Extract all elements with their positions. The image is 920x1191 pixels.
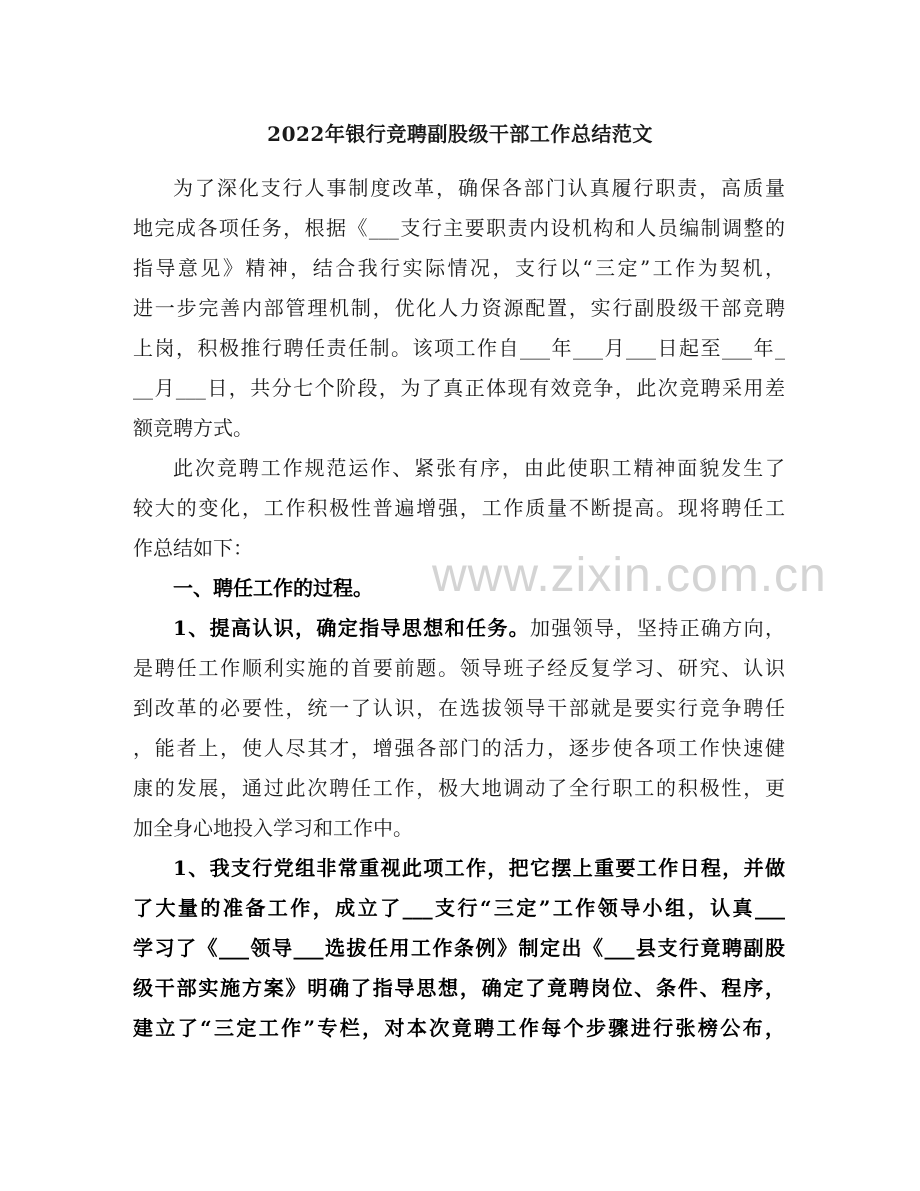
- document-title: 2022年银行竞聘副股级干部工作总结范文: [267, 122, 653, 146]
- text-line: [133, 448, 785, 488]
- text-run: 康的发展，通过此次聘任工作，极大地调动了全行职工的积极性，更: [133, 776, 785, 800]
- text-line: [133, 368, 785, 408]
- text-line: [133, 408, 785, 448]
- bold-text: 建立了“三定工作”专栏，对本次竟聘工作每个步骤进行张榜公布，: [133, 1016, 785, 1040]
- watermark: www.zixin.com.cn: [432, 549, 827, 602]
- text-line: [133, 768, 785, 808]
- text-run: 地完成各项任务，根据《___支行主要职责内设机构和人员编制调整的: [133, 216, 785, 240]
- text-line: [133, 888, 785, 928]
- document-body: [133, 168, 785, 1048]
- text-run: 是聘任工作顺利实施的首要前题。领导班子经反复学习、研究、认识: [133, 656, 785, 680]
- text-run: 到改革的必要性，统一了认识，在选拔领导干部就是要实行竞争聘任: [133, 696, 785, 720]
- text-line: [133, 568, 785, 608]
- bold-text: 级干部实施方案》明确了指导思想，确定了竟聘岗位、条件、程序，: [133, 976, 785, 1000]
- text-line: [133, 648, 785, 688]
- text-line: [133, 848, 785, 888]
- text-run: 此次竞聘工作规范运作、紧张有序，由此使职工精神面貌发生了: [173, 456, 785, 480]
- text-line: [133, 688, 785, 728]
- text-line: [133, 928, 785, 968]
- text-run: 加全身心地投入学习和工作中。: [133, 816, 413, 840]
- text-line: [133, 328, 785, 368]
- text-line: [133, 248, 785, 288]
- bold-text: 一、聘任工作的过程。: [173, 576, 373, 600]
- text-run: 额竞聘方式。: [133, 416, 253, 440]
- text-line: [133, 288, 785, 328]
- text-line: [133, 168, 785, 208]
- text-run: 作总结如下：: [133, 536, 253, 560]
- text-line: [133, 968, 785, 1008]
- text-run: 指导意见》精神，结合我行实际情况，支行以“三定”工作为契机，: [133, 256, 785, 280]
- text-run: __月___日，共分七个阶段，为了真正体现有效竞争，此次竞聘采用差: [133, 376, 785, 400]
- text-line: [133, 208, 785, 248]
- text-line: [133, 488, 785, 528]
- text-line: [133, 728, 785, 768]
- text-run: ，能者上，使人尽其才，增强各部门的活力，逐步使各项工作快速健: [133, 736, 785, 760]
- text-line: [133, 1008, 785, 1048]
- text-line: [133, 528, 785, 568]
- text-run: 为了深化支行人事制度改革，确保各部门认真履行职责，高质量: [173, 176, 785, 200]
- bold-text: 了大量的准备工作，成立了___支行“三定”工作领导小组，认真___: [133, 896, 785, 920]
- text-line: [133, 608, 785, 648]
- bold-text: 1、我支行党组非常重视此项工作，把它摆上重要工作日程，并做: [173, 856, 785, 880]
- text-run: 较大的变化，工作积极性普遍增强，工作质量不断提高。现将聘任工: [133, 496, 785, 520]
- text-run: 进一步完善内部管理机制，优化人力资源配置，实行副股级干部竞聘: [133, 296, 785, 320]
- bold-text: 学习了《___领导___选拔任用工作条例》制定出《___县支行竟聘副股: [133, 936, 785, 960]
- text-run: 上岗，积极推行聘任责任制。该项工作自___年___月___日起至___年_: [133, 336, 785, 360]
- text-line: [133, 808, 785, 848]
- bold-text: 1、提高认识，确定指导思想和任务。: [173, 616, 531, 640]
- text-run: 加强领导，坚持正确方向，: [530, 616, 786, 640]
